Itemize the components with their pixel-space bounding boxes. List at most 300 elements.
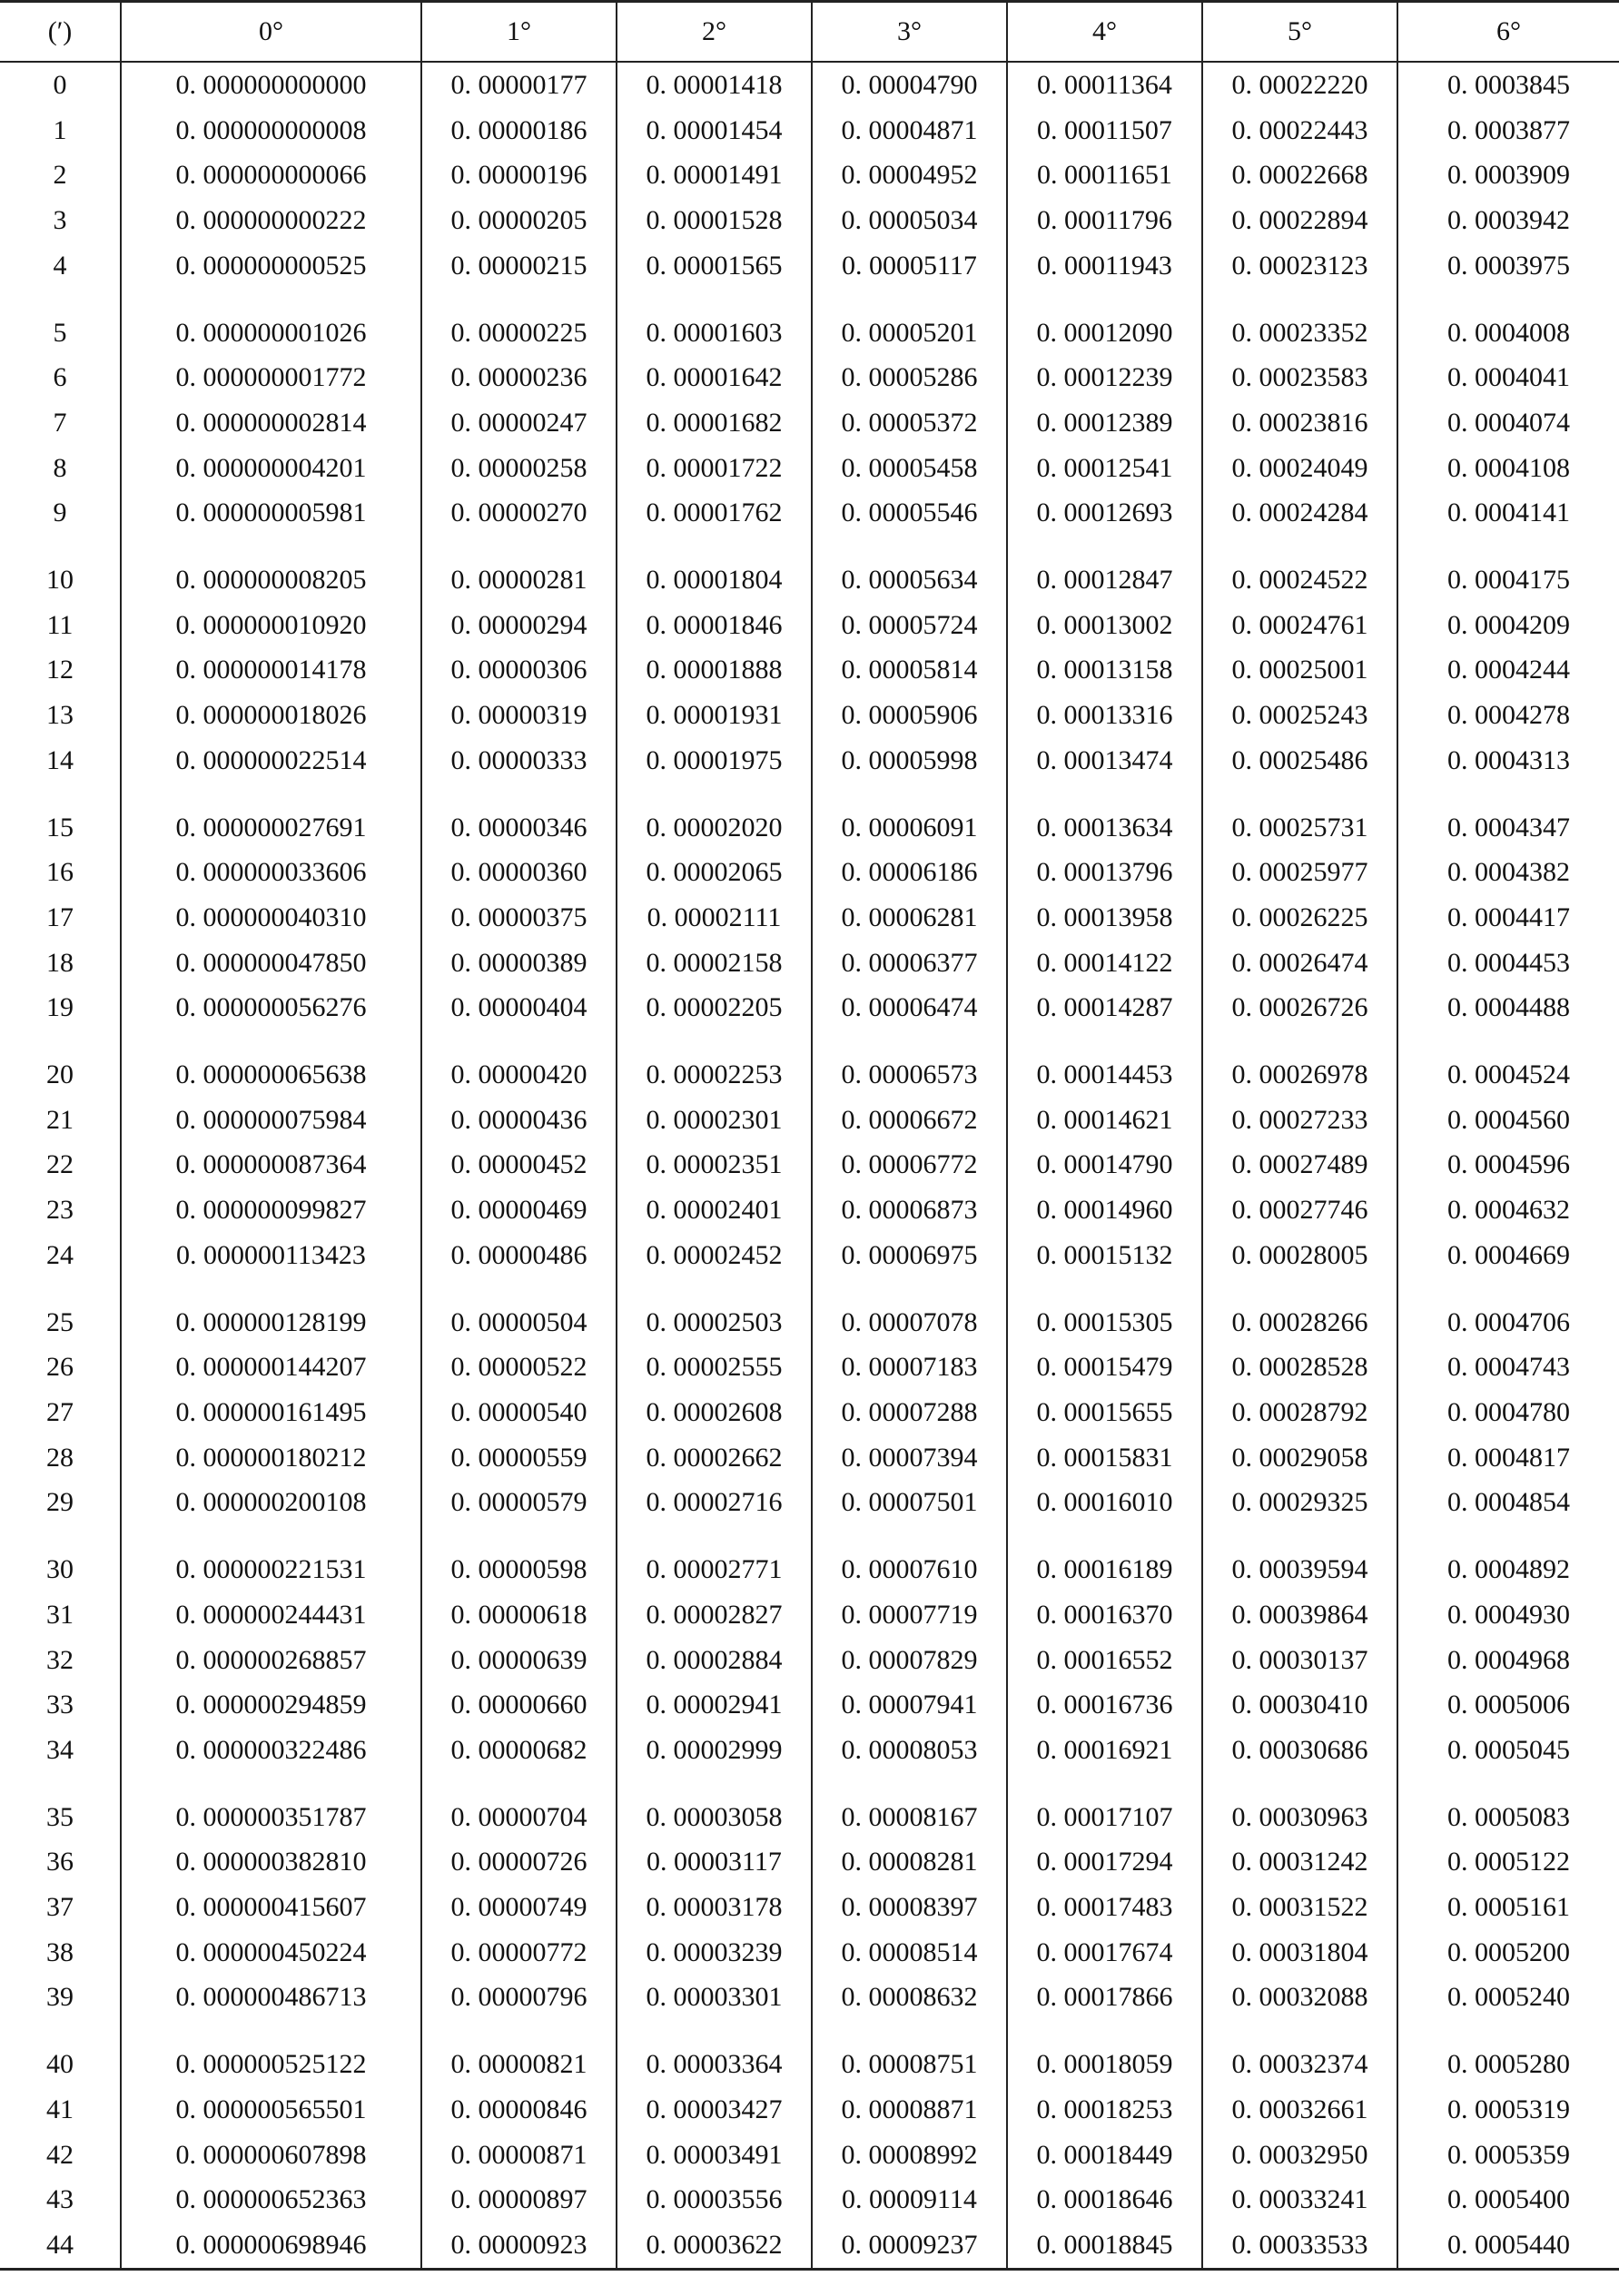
value-cell: 0. 000000161495 <box>121 1390 421 1435</box>
value-cell: 0. 00013002 <box>1007 603 1202 648</box>
value-cell: 0. 00008514 <box>812 1930 1007 1976</box>
value-cell: 0. 000000087364 <box>121 1142 421 1187</box>
value-cell: 0. 00013316 <box>1007 693 1202 738</box>
minute-cell: 2 <box>53 160 67 191</box>
table-row <box>0 1345 1619 1390</box>
degree-column-header: 4° <box>1007 2 1202 63</box>
value-cell: 0. 00001931 <box>617 693 812 738</box>
value-cell: 0. 00004952 <box>812 153 1007 198</box>
value-cell: 0. 00006573 <box>812 1030 1007 1098</box>
minute-cell: 20 <box>46 1059 74 1090</box>
value-cell: 0. 00002301 <box>617 1098 812 1143</box>
value-cell: 0. 00016010 <box>1007 1480 1202 1525</box>
value-cell: 0. 00000846 <box>421 2087 617 2133</box>
value-cell: 0. 00004871 <box>812 108 1007 153</box>
table-row <box>0 1480 1619 1525</box>
value-cell: 0. 00000346 <box>421 783 617 851</box>
value-cell: 0. 000000565501 <box>121 2087 421 2133</box>
value-cell: 0. 0004968 <box>1397 1638 1619 1683</box>
value-cell: 0. 00002065 <box>617 850 812 895</box>
value-cell: 0. 00016370 <box>1007 1592 1202 1638</box>
minute-cell: 4 <box>53 250 67 281</box>
value-cell: 0. 00003427 <box>617 2087 812 2133</box>
value-cell: 0. 00029325 <box>1202 1480 1397 1525</box>
table-row <box>0 1728 1619 1773</box>
value-cell: 0. 00026474 <box>1202 941 1397 986</box>
value-cell: 0. 00029058 <box>1202 1435 1397 1481</box>
table-row <box>0 1233 1619 1278</box>
value-cell: 0. 00002205 <box>617 985 812 1030</box>
minute-cell: 12 <box>46 655 74 685</box>
table-row <box>0 1930 1619 1976</box>
value-cell: 0. 00000247 <box>421 400 617 446</box>
value-cell: 0. 00007183 <box>812 1345 1007 1390</box>
minute-cell: 7 <box>53 407 67 438</box>
value-cell: 0. 0004706 <box>1397 1278 1619 1345</box>
value-cell: 0. 0004209 <box>1397 603 1619 648</box>
value-cell: 0. 0004817 <box>1397 1435 1619 1481</box>
value-cell: 0. 00028005 <box>1202 1233 1397 1278</box>
value-cell: 0. 0004417 <box>1397 895 1619 941</box>
value-cell: 0. 00011796 <box>1007 198 1202 243</box>
value-cell: 0. 000000525122 <box>121 2020 421 2087</box>
value-cell: 0. 00007288 <box>812 1390 1007 1435</box>
minute-cell: 17 <box>46 902 74 932</box>
value-cell: 0. 00006186 <box>812 850 1007 895</box>
minute-cell: 44 <box>0 2222 121 2269</box>
value-cell: 0. 00028528 <box>1202 1345 1397 1390</box>
value-cell: 0. 000000294859 <box>121 1682 421 1728</box>
value-cell: 0. 000000200108 <box>121 1480 421 1525</box>
value-cell: 0. 00005724 <box>812 603 1007 648</box>
value-cell: 0. 000000000000 <box>121 62 421 108</box>
value-cell: 0. 00033241 <box>1202 2177 1397 2222</box>
value-cell: 0. 0004141 <box>1397 490 1619 536</box>
value-cell: 0. 00002401 <box>617 1187 812 1233</box>
value-cell: 0. 00018059 <box>1007 2020 1202 2087</box>
value-cell: 0. 00012847 <box>1007 536 1202 603</box>
minute-cell: 28 <box>46 1442 74 1473</box>
value-cell: 0. 00007829 <box>812 1638 1007 1683</box>
table-row <box>0 2020 1619 2087</box>
value-cell: 0. 000000244431 <box>121 1592 421 1638</box>
value-cell: 0. 0004453 <box>1397 941 1619 986</box>
value-cell: 0. 00018449 <box>1007 2133 1202 2178</box>
value-cell: 0. 00000618 <box>421 1592 617 1638</box>
minute-cell: 23 <box>46 1195 74 1226</box>
value-cell: 0. 00012389 <box>1007 400 1202 446</box>
value-cell: 0. 00005814 <box>812 647 1007 693</box>
value-cell: 0. 00008281 <box>812 1839 1007 1885</box>
table-row <box>0 1278 1619 1345</box>
value-cell: 0. 000000486713 <box>121 1975 421 2020</box>
value-cell: 0. 00033533 <box>1202 2222 1397 2269</box>
value-cell: 0. 00016921 <box>1007 1728 1202 1773</box>
value-cell: 0. 00007394 <box>812 1435 1007 1481</box>
value-cell: 0. 00027233 <box>1202 1098 1397 1143</box>
value-cell: 0. 00028266 <box>1202 1278 1397 1345</box>
degree-column-header: 1° <box>421 2 617 63</box>
value-cell: 0. 00002662 <box>617 1435 812 1481</box>
value-cell: 0. 00030963 <box>1202 1773 1397 1840</box>
value-cell: 0. 00006772 <box>812 1142 1007 1187</box>
value-cell: 0. 000000022514 <box>121 738 421 783</box>
value-cell: 0. 00001603 <box>617 289 812 356</box>
value-cell: 0. 00030686 <box>1202 1728 1397 1773</box>
minute-cell: 9 <box>53 498 67 528</box>
table-row <box>0 153 1619 198</box>
table-row <box>0 2222 1619 2269</box>
value-cell: 0. 0003877 <box>1397 108 1619 153</box>
value-cell: 0. 00011364 <box>1007 62 1202 108</box>
value-cell: 0. 00012090 <box>1007 289 1202 356</box>
value-cell: 0. 00025731 <box>1202 783 1397 851</box>
value-cell: 0. 00000821 <box>421 2020 617 2087</box>
value-cell: 0. 00001418 <box>617 62 812 108</box>
value-cell: 0. 00006474 <box>812 985 1007 1030</box>
value-cell: 0. 00005034 <box>812 198 1007 243</box>
value-cell: 0. 00009237 <box>812 2222 1007 2269</box>
value-cell: 0. 0005319 <box>1397 2087 1619 2133</box>
value-cell: 0. 0004524 <box>1397 1030 1619 1098</box>
value-cell: 0. 0004244 <box>1397 647 1619 693</box>
table-row <box>0 941 1619 986</box>
value-cell: 0. 00002884 <box>617 1638 812 1683</box>
minute-cell: 41 <box>46 2094 74 2124</box>
value-cell: 0. 000000014178 <box>121 647 421 693</box>
value-cell: 0. 00000281 <box>421 536 617 603</box>
value-cell: 0. 00002555 <box>617 1345 812 1390</box>
value-cell: 0. 00017483 <box>1007 1885 1202 1930</box>
table-row <box>0 536 1619 603</box>
table-row <box>0 1525 1619 1592</box>
value-cell: 0. 00030137 <box>1202 1638 1397 1683</box>
value-cell: 0. 00005201 <box>812 289 1007 356</box>
table-row <box>0 693 1619 738</box>
minute-cell: 32 <box>46 1644 74 1675</box>
value-cell: 0. 0004854 <box>1397 1480 1619 1525</box>
value-cell: 0. 0003845 <box>1397 62 1619 108</box>
degree-column-header: 5° <box>1202 2 1397 63</box>
value-cell: 0. 00026225 <box>1202 895 1397 941</box>
minute-cell: 8 <box>53 452 67 483</box>
value-cell: 0. 00007078 <box>812 1278 1007 1345</box>
value-cell: 0. 00000270 <box>421 490 617 536</box>
minute-cell: 18 <box>46 947 74 978</box>
table-row <box>0 490 1619 536</box>
value-cell: 0. 000000180212 <box>121 1435 421 1481</box>
value-cell: 0. 00003239 <box>617 1930 812 1976</box>
minute-cell: 11 <box>46 609 74 640</box>
value-cell: 0. 000000000525 <box>121 243 421 289</box>
value-cell: 0. 00000726 <box>421 1839 617 1885</box>
minute-cell: 43 <box>46 2184 74 2215</box>
value-cell: 0. 00030410 <box>1202 1682 1397 1728</box>
minute-cell: 16 <box>46 857 74 888</box>
value-cell: 0. 00008397 <box>812 1885 1007 1930</box>
value-cell: 0. 00000205 <box>421 198 617 243</box>
table-row <box>0 243 1619 289</box>
table-row <box>0 850 1619 895</box>
value-cell: 0. 00005906 <box>812 693 1007 738</box>
value-cell: 0. 00000540 <box>421 1390 617 1435</box>
value-cell: 0. 000000004201 <box>121 446 421 491</box>
value-cell: 0. 0005045 <box>1397 1728 1619 1773</box>
minute-cell: 24 <box>46 1239 74 1270</box>
table-row <box>0 647 1619 693</box>
value-cell: 0. 000000056276 <box>121 985 421 1030</box>
value-cell: 0. 00032950 <box>1202 2133 1397 2178</box>
value-cell: 0. 000000001772 <box>121 355 421 400</box>
value-cell: 0. 00000236 <box>421 355 617 400</box>
value-cell: 0. 0004488 <box>1397 985 1619 1030</box>
value-cell: 0. 00000360 <box>421 850 617 895</box>
value-cell: 0. 00002941 <box>617 1682 812 1728</box>
value-cell: 0. 0003909 <box>1397 153 1619 198</box>
value-cell: 0. 0005006 <box>1397 1682 1619 1728</box>
degree-column-header: 6° <box>1397 2 1619 63</box>
value-cell: 0. 00018845 <box>1007 2222 1202 2269</box>
value-cell: 0. 000000000008 <box>121 108 421 153</box>
minute-cell: 22 <box>46 1149 74 1180</box>
value-cell: 0. 0005083 <box>1397 1773 1619 1840</box>
value-cell: 0. 00027489 <box>1202 1142 1397 1187</box>
value-cell: 0. 000000000066 <box>121 153 421 198</box>
value-cell: 0. 00004790 <box>812 62 1007 108</box>
value-cell: 0. 0004313 <box>1397 738 1619 783</box>
value-cell: 0. 00002020 <box>617 783 812 851</box>
value-cell: 0. 00032661 <box>1202 2087 1397 2133</box>
value-cell: 0. 000000018026 <box>121 693 421 738</box>
value-cell: 0. 00000504 <box>421 1278 617 1345</box>
value-cell: 0. 00000871 <box>421 2133 617 2178</box>
value-cell: 0. 00000772 <box>421 1930 617 1976</box>
value-cell: 0. 00024761 <box>1202 603 1397 648</box>
value-cell: 0. 00003491 <box>617 2133 812 2178</box>
minute-cell: 6 <box>53 362 67 393</box>
minute-cell: 33 <box>46 1690 74 1720</box>
value-cell: 0. 00000682 <box>421 1728 617 1773</box>
value-cell: 0. 00000923 <box>421 2222 617 2269</box>
table-row <box>0 1682 1619 1728</box>
value-cell: 0. 000000382810 <box>121 1839 421 1885</box>
value-cell: 0. 00002608 <box>617 1390 812 1435</box>
value-cell: 0. 00000749 <box>421 1885 617 1930</box>
header-row <box>0 2 1619 63</box>
value-cell: 0. 00000404 <box>421 985 617 1030</box>
value-cell: 0. 0004596 <box>1397 1142 1619 1187</box>
minute-cell: 40 <box>46 2049 74 2080</box>
value-cell: 0. 00000897 <box>421 2177 617 2222</box>
value-cell: 0. 00014960 <box>1007 1187 1202 1233</box>
value-cell: 0. 00031522 <box>1202 1885 1397 1930</box>
minute-cell: 3 <box>53 205 67 236</box>
value-cell: 0. 00025243 <box>1202 693 1397 738</box>
value-cell: 0. 00000436 <box>421 1098 617 1143</box>
value-cell: 0. 000000607898 <box>121 2133 421 2178</box>
value-cell: 0. 00000452 <box>421 1142 617 1187</box>
value-cell: 0. 00006873 <box>812 1187 1007 1233</box>
value-cell: 0. 000000002814 <box>121 400 421 446</box>
value-cell: 0. 00001528 <box>617 198 812 243</box>
value-cell: 0. 00011943 <box>1007 243 1202 289</box>
table-row <box>0 738 1619 783</box>
value-cell: 0. 00017294 <box>1007 1839 1202 1885</box>
value-cell: 0. 00025977 <box>1202 850 1397 895</box>
value-cell: 0. 00007941 <box>812 1682 1007 1728</box>
value-cell: 0. 00003622 <box>617 2222 812 2269</box>
value-cell: 0. 0004382 <box>1397 850 1619 895</box>
minute-cell: 36 <box>46 1847 74 1877</box>
minute-cell: 13 <box>46 700 74 731</box>
value-cell: 0. 00005286 <box>812 355 1007 400</box>
value-cell: 0. 00003556 <box>617 2177 812 2222</box>
table-row <box>0 198 1619 243</box>
value-cell: 0. 0003942 <box>1397 198 1619 243</box>
value-cell: 0. 00015479 <box>1007 1345 1202 1390</box>
value-cell: 0. 000000000222 <box>121 198 421 243</box>
value-cell: 0. 00007501 <box>812 1480 1007 1525</box>
value-cell: 0. 00001682 <box>617 400 812 446</box>
value-cell: 0. 00000225 <box>421 289 617 356</box>
value-cell: 0. 00000258 <box>421 446 617 491</box>
value-cell: 0. 00001642 <box>617 355 812 400</box>
value-cell: 0. 00013958 <box>1007 895 1202 941</box>
value-cell: 0. 0005359 <box>1397 2133 1619 2178</box>
value-cell: 0. 00000579 <box>421 1480 617 1525</box>
value-cell: 0. 00023123 <box>1202 243 1397 289</box>
value-cell: 0. 0004074 <box>1397 400 1619 446</box>
value-cell: 0. 00003178 <box>617 1885 812 1930</box>
value-cell: 0. 0005280 <box>1397 2020 1619 2087</box>
value-cell: 0. 000000415607 <box>121 1885 421 1930</box>
value-cell: 0. 00000319 <box>421 693 617 738</box>
value-cell: 0. 00015655 <box>1007 1390 1202 1435</box>
value-cell: 0. 00003058 <box>617 1773 812 1840</box>
value-cell: 0. 00013796 <box>1007 850 1202 895</box>
value-cell: 0. 00024049 <box>1202 446 1397 491</box>
value-cell: 0. 00000294 <box>421 603 617 648</box>
value-cell: 0. 00023816 <box>1202 400 1397 446</box>
value-cell: 0. 00002351 <box>617 1142 812 1187</box>
value-cell: 0. 00002827 <box>617 1592 812 1638</box>
table-row <box>0 1187 1619 1233</box>
minute-cell: 37 <box>46 1892 74 1923</box>
value-cell: 0. 00001975 <box>617 738 812 783</box>
value-cell: 0. 0004347 <box>1397 783 1619 851</box>
value-cell: 0. 00022220 <box>1202 62 1397 108</box>
value-cell: 0. 000000047850 <box>121 941 421 986</box>
value-cell: 0. 000000027691 <box>121 783 421 851</box>
value-cell: 0. 00027746 <box>1202 1187 1397 1233</box>
value-cell: 0. 000000113423 <box>121 1233 421 1278</box>
minute-cell: 35 <box>46 1801 74 1832</box>
value-cell: 0. 0004560 <box>1397 1098 1619 1143</box>
value-cell: 0. 000000128199 <box>121 1278 421 1345</box>
value-cell: 0. 0004780 <box>1397 1390 1619 1435</box>
value-cell: 0. 00023583 <box>1202 355 1397 400</box>
minute-cell: 38 <box>46 1936 74 1967</box>
value-cell: 0. 00002253 <box>617 1030 812 1098</box>
minute-cell: 21 <box>46 1104 74 1135</box>
table-row <box>0 1142 1619 1187</box>
value-cell: 0. 00003364 <box>617 2020 812 2087</box>
value-cell: 0. 00014621 <box>1007 1098 1202 1143</box>
value-cell: 0. 00017107 <box>1007 1773 1202 1840</box>
table-row <box>0 1435 1619 1481</box>
minute-cell: 14 <box>46 744 74 775</box>
value-cell: 0. 00016552 <box>1007 1638 1202 1683</box>
value-cell: 0. 0005161 <box>1397 1885 1619 1930</box>
value-cell: 0. 00000215 <box>421 243 617 289</box>
value-cell: 0. 00007719 <box>812 1592 1007 1638</box>
table-row <box>0 355 1619 400</box>
value-cell: 0. 00000796 <box>421 1975 617 2020</box>
value-cell: 0. 00000177 <box>421 62 617 108</box>
value-cell: 0. 0004278 <box>1397 693 1619 738</box>
value-cell: 0. 0004669 <box>1397 1233 1619 1278</box>
minute-cell: 26 <box>46 1352 74 1383</box>
value-cell: 0. 00018646 <box>1007 2177 1202 2222</box>
value-cell: 0. 00022443 <box>1202 108 1397 153</box>
table-row <box>0 2087 1619 2133</box>
value-cell: 0. 00026978 <box>1202 1030 1397 1098</box>
value-cell: 0. 00000522 <box>421 1345 617 1390</box>
value-cell: 0. 00012693 <box>1007 490 1202 536</box>
value-cell: 0. 00000306 <box>421 647 617 693</box>
value-cell: 0. 00000389 <box>421 941 617 986</box>
value-cell: 0. 0005122 <box>1397 1839 1619 1885</box>
minute-cell: 25 <box>46 1306 74 1337</box>
value-cell: 0. 0004041 <box>1397 355 1619 400</box>
value-cell: 0. 00026726 <box>1202 985 1397 1030</box>
value-cell: 0. 00012541 <box>1007 446 1202 491</box>
value-cell: 0. 00014453 <box>1007 1030 1202 1098</box>
minute-cell: 0 <box>53 70 67 100</box>
degree-column-header: 0° <box>121 2 421 63</box>
minute-cell: 5 <box>53 317 67 348</box>
value-cell: 0. 00009114 <box>812 2177 1007 2222</box>
value-cell: 0. 00002999 <box>617 1728 812 1773</box>
table-row <box>0 1885 1619 1930</box>
value-cell: 0. 000000033606 <box>121 850 421 895</box>
value-cell: 0. 00025486 <box>1202 738 1397 783</box>
table-row <box>0 985 1619 1030</box>
value-cell: 0. 00008053 <box>812 1728 1007 1773</box>
value-cell: 0. 0004743 <box>1397 1345 1619 1390</box>
value-cell: 0. 00013634 <box>1007 783 1202 851</box>
value-cell: 0. 00015831 <box>1007 1435 1202 1481</box>
value-cell: 0. 00017866 <box>1007 1975 1202 2020</box>
value-cell: 0. 0004892 <box>1397 1525 1619 1592</box>
value-cell: 0. 00015305 <box>1007 1278 1202 1345</box>
value-cell: 0. 00012239 <box>1007 355 1202 400</box>
value-cell: 0. 00025001 <box>1202 647 1397 693</box>
value-cell: 0. 00023352 <box>1202 289 1397 356</box>
value-cell: 0. 00000333 <box>421 738 617 783</box>
minute-cell: 10 <box>46 565 74 596</box>
degree-column-header: 2° <box>617 2 812 63</box>
value-cell: 0. 00001804 <box>617 536 812 603</box>
value-cell: 0. 00000420 <box>421 1030 617 1098</box>
value-cell: 0. 00013474 <box>1007 738 1202 783</box>
table-row <box>0 783 1619 851</box>
value-cell: 0. 00031804 <box>1202 1930 1397 1976</box>
value-cell: 0. 00008992 <box>812 2133 1007 2178</box>
value-cell: 0. 00024522 <box>1202 536 1397 603</box>
value-cell: 0. 00000375 <box>421 895 617 941</box>
table-row <box>0 1098 1619 1143</box>
